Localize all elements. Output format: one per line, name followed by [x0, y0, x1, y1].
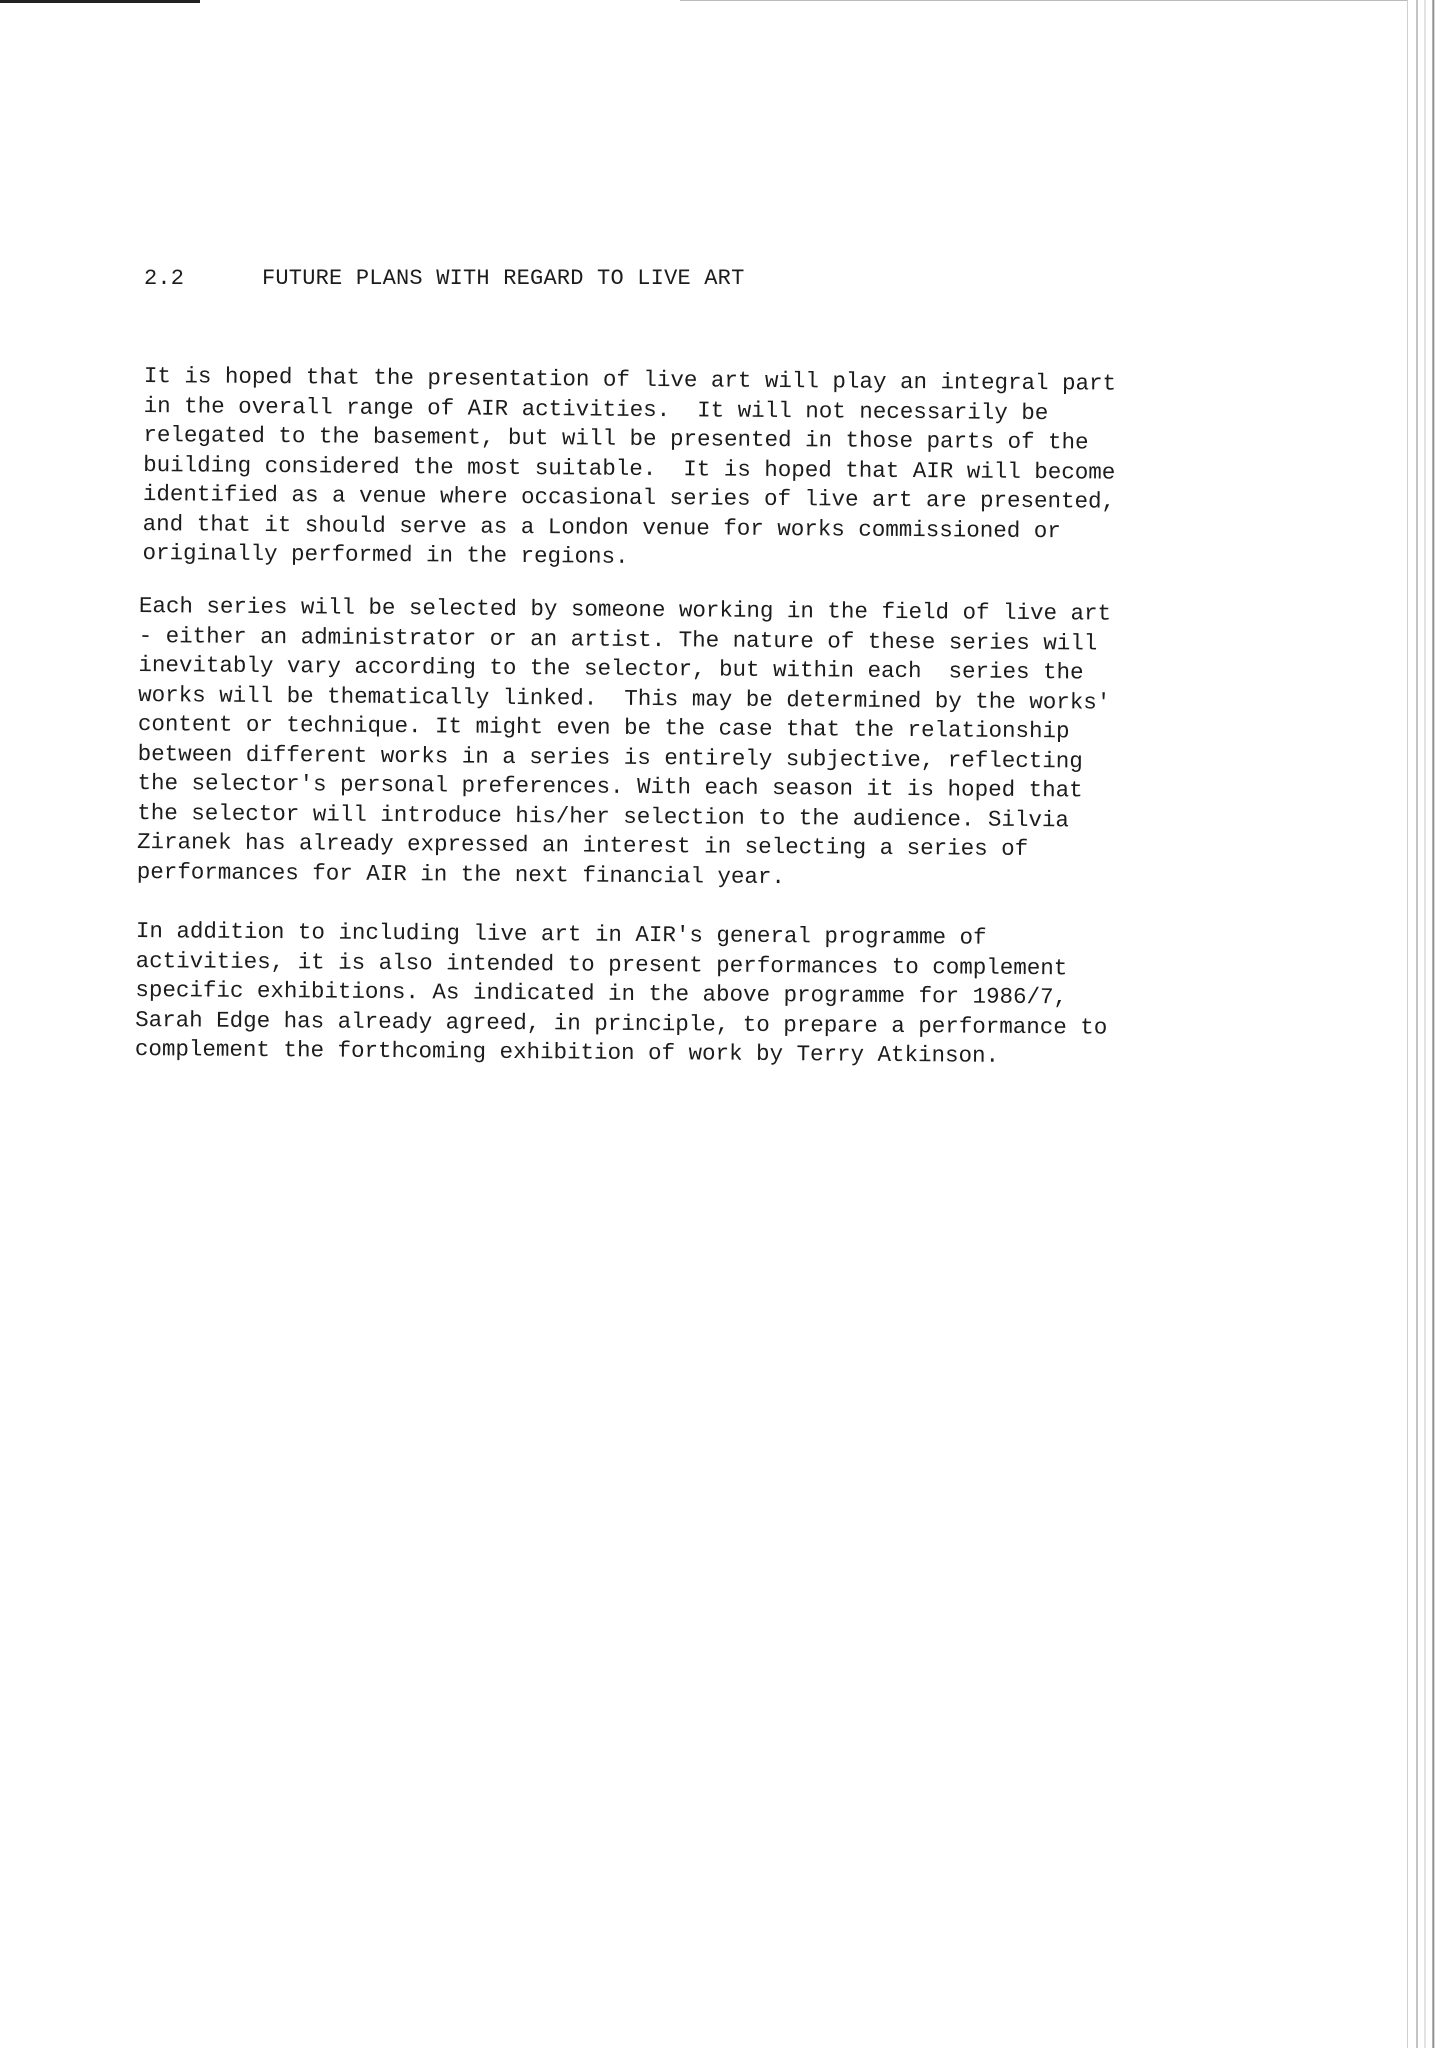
paragraph	[137, 592, 1219, 895]
paragraph	[142, 362, 1224, 577]
text-line: - either an administrator or an artist. The nature of these series will	[138, 622, 1098, 657]
text-line: Ziranek has already expressed an interest in selecting a series of	[136, 828, 1029, 862]
text-line: It is hoped that the presentation of live art will play an integral part	[143, 362, 1117, 397]
text-line: between different works in a series is entirely subjective, reflecting	[137, 740, 1083, 774]
text-line: activities, it is also intended to present performances to complement	[135, 947, 1068, 981]
text-line: content or technique. It might even be the case that the relationship	[137, 710, 1070, 745]
text-line: Sarah Edge has already agreed, in principle, to prepare a performance to	[135, 1006, 1108, 1041]
text-line: identified as a venue where occasional series of live art are presented,	[142, 480, 1116, 515]
scan-binding-edge	[1407, 0, 1448, 2048]
text-line: the selector will introduce his/her selection to the audience. Silvia	[137, 799, 1069, 833]
section-number: 2.2	[144, 266, 185, 291]
text-line: the selector's personal preferences. With each season it is hoped that	[137, 769, 1083, 804]
text-line: relegated to the basement, but will be presented in those parts of the	[143, 421, 1089, 456]
text-line: inevitably vary according to the selector, but within each series the	[138, 651, 1084, 686]
scan-edge-mark	[0, 0, 200, 3]
text-line: works will be thematically linked. This may be determined by the works'	[138, 681, 1111, 716]
text-line: in the overall range of AIR activities. It will not necessarily be	[143, 392, 1049, 426]
text-line: performances for AIR in the next financial year.	[136, 858, 785, 890]
text-line: specific exhibitions. As indicated in the above programme for 1986/7,	[135, 976, 1068, 1011]
section-heading	[144, 266, 744, 291]
text-line: building considered the most suitable. It is hoped that AIR will become	[143, 451, 1116, 486]
text-line: complement the forthcoming exhibition of work by Terry Atkinson.	[134, 1035, 1000, 1069]
section-title: FUTURE PLANS WITH REGARD TO LIVE ART	[262, 266, 745, 291]
text-line: Each series will be selected by someone working in the field of live art	[138, 592, 1112, 627]
text-line: originally performed in the regions.	[142, 539, 629, 570]
scan-edge-line	[680, 0, 1420, 1]
text-line: and that it should serve as a London venue for works commissioned or	[142, 510, 1061, 544]
paragraph	[135, 917, 1216, 1073]
text-line: In addition to including live art in AIR's general programme of	[135, 917, 987, 951]
